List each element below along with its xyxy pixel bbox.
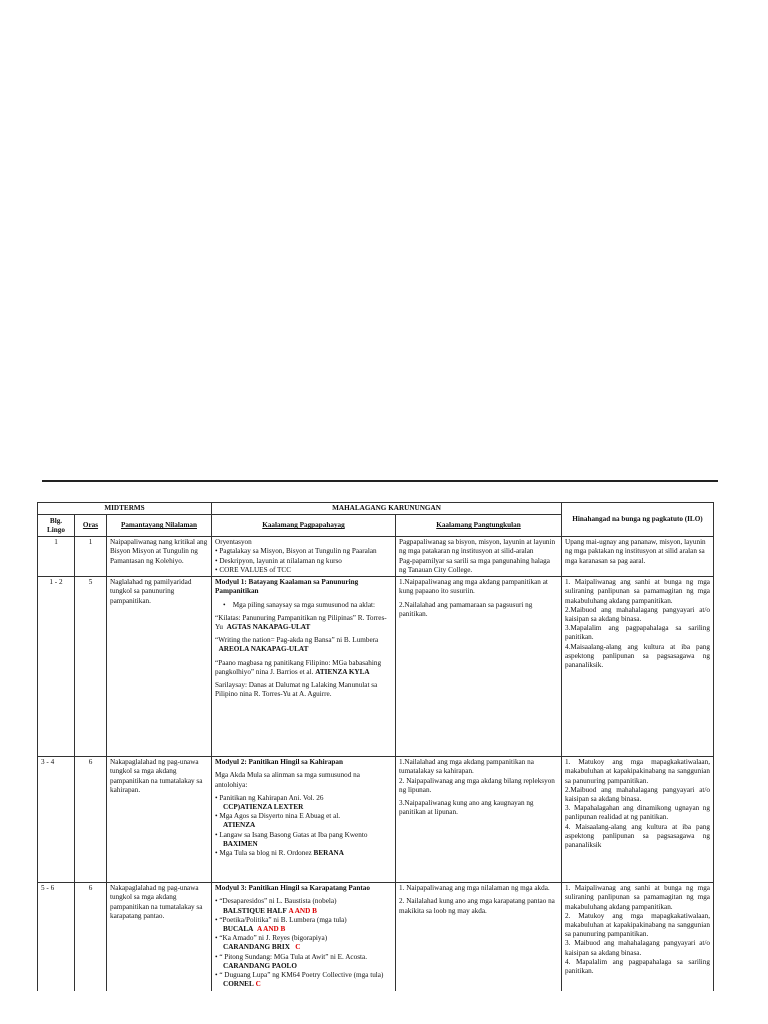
table-row [38,577,714,757]
list-item: Sarilaysay: Danas at Dalumat ng Lalaking Manunulat sa Pilipino nina R. Torres-Yu at A. Aguirre. [215,681,378,699]
reporter-name: CARANDANG BRIX [223,943,290,952]
list-item: “Paano magbasa ng panitikang Filipino: MGa babasahing pangkolhiyo” nina J. Barrios et al. ATIENZA KYLA [215,658,382,676]
functional-cell [396,537,562,577]
midterms-header: MIDTERMS [38,503,212,515]
table-row [38,757,714,883]
reporter-name: CARANDANG PAOLO [223,961,297,970]
list-item: Pagpapaliwanag sa bisyon, misyon, layunin at layunin ng mga patakaran ng institusyon at silid-aralan [399,538,556,556]
syllabus-table [37,502,714,991]
list-item: 1.Nailalahad ang mga akdang pampanitikan na tumatalakay sa kahirapan. [399,758,534,776]
list-item: • “Ka Amado” ni J. Reyes (bigorapiya) CARANDANG BRIX C [215,934,328,952]
list-item: 2. Matukoy ang mga mapagkakatiwalaan, makabuluhan at kapakipakinabang na sanggunian sa panunuring pampanitikan. [565,911,710,939]
functional-knowledge-header: Kaalamang Pangtungkulan [396,515,562,537]
list-item: • Langaw sa Isang Basong Gatas at Iba pang Kwento BAXIMEN [215,831,392,849]
reporter-name: ATIENZA KYLA [315,667,370,676]
table-row [38,537,714,577]
list-item: Oryentasyon [215,538,252,547]
ilo-header: Hinahangad na bunga ng pagkatuto (ILO) [562,503,714,537]
module-title: Modyul 3: Panitikan Hingil sa Karapatang Pantao [215,884,370,893]
list-item: 2. Naipapaliwanag ang mga akdang bilang repleksyon ng lipunan. [399,776,555,794]
express-cell [212,757,396,883]
list-item: 4.Maisaalang-alang ang kultura at iba pang aspektong panlipunan sa pagsasagawa ng pananaliksik. [565,642,710,670]
list-item: • “ Pitong Sundang: MGa Tula at Awit” ni E. Acosta. CARANDANG PAOLO [215,952,367,970]
week-cell: 1 [38,537,75,577]
list-item: 1.Naipapaliwanag ang mga akdang pampanitikan at kung papaano ito susuriin. [399,578,548,596]
list-item: • CORE VALUES of TCC [215,565,292,574]
list-item: • Pagtalakay sa Misyon, Bisyon at Tungulin ng Paaralan [215,547,377,556]
list-item: • “Poetika/Politika” ni B. Lumbera (mga tula) BUCALA A AND B [215,915,347,933]
list-item: 4. Maisaalang-alang ang kultura at iba pang aspektong panlipunan sa pagsasagawa ng pananaliksik [565,822,710,850]
express-knowledge-header: Kaalamang Pagpapahayag [212,515,396,537]
list-item: • Panitikan ng Kahirapan Ani. Vol. 26 CCP)ATIENZA LEXTER [215,794,392,812]
list-item: 2.Nailalahad ang pamamaraan sa pagsusuri ng panitikan. [399,600,533,618]
content-standard-header: Pamantayang Nilalaman [107,515,212,537]
list-item: 1. Maipaliwanag ang sanhi at bunga ng mga suliraning panlipunan sa pamamagitan ng mga makabuluhang akdang pampanitikan. [565,578,710,605]
express-cell [212,577,396,757]
list-item: • “ Duguang Lupa” ng KM64 Poetry Collective (mga tula) CORNEL C [215,971,384,989]
group-tag: A AND B [288,906,317,915]
list-item: • Mga Tula sa blog ni R. Ordonez BERANA [215,849,344,858]
week-cell: 5 - 6 [38,883,75,991]
hours-cell: 6 [75,757,107,883]
list-item: 3.Naipapaliwanag kung ano ang kaugnayan ng panitikan at lipunan. [399,798,534,817]
hours-cell: 5 [75,577,107,757]
list-item: 3. Maibuod ang mahahalagang pangyayari at/o kaisipan sa akdang binasa. [565,939,710,957]
list-item: • Deskripyon, layunin at nilalaman ng kurso [215,556,342,565]
group-tag: C [255,980,261,989]
list-item: Pag-papamilyar sa sarili sa mga pangunahing halaga ng Tanauan City College. [399,556,550,574]
week-header: Blg. Lingo [38,515,75,537]
list-item: 3.Mapalalim ang pagpapahalaga sa sariling panitikan. [565,624,710,642]
list-item: 2. Nailalahad kung ano ang mga karapatang pantao na makikita sa loob ng may akda. [399,897,555,915]
reporter-name: AREOLA NAKAPAG-ULAT [218,645,309,654]
reporter-name: ATIENZA [223,821,256,830]
functional-cell [396,883,562,991]
mahalagang-karunungan-header: MAHALAGANG KARUNUNGAN [212,503,562,515]
ilo-cell [562,577,714,757]
content-cell: Naipapaliwanag nang kritikal ang Bisyon Misyon at Tungulin ng Pamantasan ng Kolehiyo. [107,537,212,577]
reporter-name: CORNEL [223,980,254,989]
group-tag: A AND B [256,924,286,933]
list-item: 1. Matukoy ang mga mapagkakatiwalaan, makabuluhan at kapakipakinabang na sanggunian sa panunuring pampanitikan. [565,758,710,785]
list-item: 3. Mapahalagahan ang dinamikong ugnayan ng panlipunan realidad at ng panitikan. [565,804,710,822]
content-cell: Nakapaglalahad ng pag-unawa tungkol sa mga akdang pampanitikan na tumatalakay sa kahirapan. [107,757,212,883]
list-item: 2.Maibuod ang mahahalagang pangyayari at/o kaisipan sa akdang binasa. [565,785,710,803]
reporter-name: BAXIMEN [223,839,258,848]
express-cell [212,883,396,991]
module-title: Modyul 1: Batayang Kaalaman sa Panunuring Pampanitikan [215,578,359,596]
reporter-name: BALSTIQUE HALF [223,906,287,915]
group-tag: C [295,943,301,952]
functional-cell [396,577,562,757]
hours-cell: 1 [75,537,107,577]
header-row-1 [38,503,714,515]
week-cell: 3 - 4 [38,757,75,883]
content-cell: Naglalahad ng pamilyaridad tungkol sa panunuring pampanitikan. [107,577,212,757]
list-item: • Mga Agos sa Disyerto nina E Abuag et al. ATIENZA [215,812,392,830]
list-item: 1. Naipapaliwanag ang mga nilalaman ng mga akda. [399,884,550,893]
functional-cell [396,757,562,883]
reporter-name: AGTAS NAKAPAG-ULAT [226,622,311,631]
ilo-cell [562,883,714,991]
list-item: 1. Maipaliwanag ang sanhi at bunga ng mga suliraning panlipunan sa pamamagitan ng mga makabuluhang akdang pampanitikan. [565,884,710,911]
ilo-cell [562,757,714,883]
list-item: Upang mai-ugnay ang pananaw, misyon, layunin ng mga paktakan ng institusyon at silid aralan sa mga karanasan sa pag aaral. [565,538,706,565]
hours-header: Oras [75,515,107,537]
list-item: • “Desaparesidos” ni L. Baustista (nobela) BALSTIQUE HALF A AND B [215,897,337,915]
express-cell [212,537,396,577]
list-item: “Kilatas: Panunuring Pampanitikan ng Pilipinas” R. Torres-Yu AGTAS NAKAPAG-ULAT [215,613,387,631]
table-row [38,883,714,991]
reporter-name: BERANA [313,849,344,858]
list-item: 4. Mapalalim ang pagpapahalaga sa sariling panitikan. [565,957,710,976]
list-item: • Mga piling sanaysay sa mga sumusunod na aklat: [223,600,376,609]
module-title: Modyul 2: Panitikan Hingil sa Kahirapan [215,758,344,767]
horizontal-rule [42,480,718,482]
list-item: Mga Akda Mula sa alinman sa mga sumusunod na antolohiya: [215,771,360,789]
content-cell: Nakapaglalahad ng pag-unawa tungkol sa mga akdang pampanitikan na tumatalakay sa karapatang pantao. [107,883,212,991]
list-item: 2.Maibuod ang mahahalagang pangyayari at/o kaisipan sa akdang binasa. [565,605,710,623]
week-cell: 1 - 2 [38,577,75,757]
list-item: “Writing the nation= Pag-akda ng Bansa” ni B. Lumbera AREOLA NAKAPAG-ULAT [215,636,379,654]
reporter-name: CCP)ATIENZA LEXTER [223,802,304,811]
ilo-cell [562,537,714,577]
reporter-name: BUCALA [223,924,254,933]
hours-cell: 6 [75,883,107,991]
